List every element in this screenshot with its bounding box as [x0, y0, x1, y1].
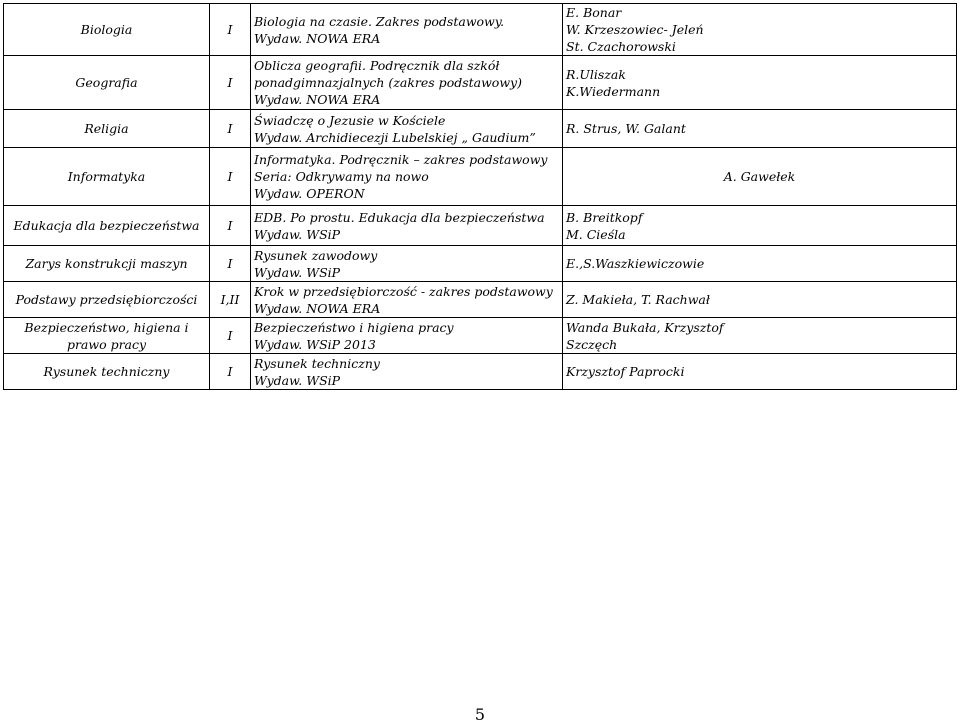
title-line: Wydaw. WSiP [254, 372, 341, 388]
title-line: ponadgimnazjalnych (zakres podstawowy) [254, 75, 522, 90]
author-line: A. Gawełek [723, 169, 796, 184]
author-line: K.Wiedermann [566, 83, 661, 99]
title-line: Wydaw. WSiP [254, 226, 341, 242]
author-line: R. Strus, W. Galant [566, 121, 686, 136]
author-line: Z. Makieła, T. Rachwał [566, 292, 710, 307]
author-line: Krzysztof Paprocki [566, 364, 685, 379]
title-cell [251, 246, 563, 282]
title-line: EDB. Po prostu. Edukacja dla bezpieczeństwa [254, 209, 545, 225]
title-line: Rysunek zawodowy [254, 247, 378, 263]
grade-cell [210, 56, 251, 110]
subject-cell [4, 318, 210, 354]
author-line: E.,S.Waszkiewiczowie [566, 256, 705, 271]
textbook-table-body [4, 4, 957, 390]
title-line: Wydaw. OPERON [254, 186, 365, 201]
grade-cell [210, 206, 251, 246]
table-row [4, 110, 957, 148]
subject-cell [4, 110, 210, 148]
authors-cell [563, 148, 957, 206]
subject-name: Podstawy przedsiębiorczości [15, 292, 198, 307]
author-line: St. Czachorowski [566, 39, 676, 54]
grade-value: I [227, 75, 233, 90]
grade-value: I [227, 22, 233, 37]
title-line: Oblicza geografii. Podręcznik dla szkół [254, 58, 500, 73]
title-cell [251, 354, 563, 390]
subject-name: Edukacja dla bezpieczeństwa [13, 218, 200, 233]
grade-cell [210, 246, 251, 282]
authors-cell [563, 110, 957, 148]
table-row [4, 206, 957, 246]
title-cell [251, 148, 563, 206]
title-line: Wydaw. Archidiecezji Lubelskiej „ Gaudium” [254, 129, 536, 145]
table-row [4, 56, 957, 110]
subject-name: Geografia [75, 75, 138, 90]
author-line: W. Krzeszowiec- Jeleń [566, 22, 704, 37]
grade-value: I [227, 256, 233, 271]
subject-cell [4, 246, 210, 282]
table-row [4, 318, 957, 354]
title-line: Wydaw. NOWA ERA [254, 92, 381, 107]
grade-value: I [227, 328, 233, 343]
table-row [4, 282, 957, 318]
subject-cell [4, 4, 210, 56]
title-line: Seria: Odkrywamy na nowo [254, 169, 429, 184]
page-number: 5 [474, 705, 486, 724]
subject-name: Religia [84, 121, 129, 136]
authors-cell [563, 354, 957, 390]
title-line: Biologia na czasie. Zakres podstawowy. [254, 13, 505, 29]
subject-cell [4, 148, 210, 206]
grade-cell [210, 110, 251, 148]
title-cell [251, 4, 563, 56]
subject-cell [4, 206, 210, 246]
grade-value: I [227, 169, 233, 184]
grade-value: I,II [220, 292, 240, 307]
grade-value: I [227, 121, 233, 136]
grade-cell [210, 282, 251, 318]
title-line: Informatyka. Podręcznik – zakres podstawowy [254, 152, 548, 167]
subject-name: Rysunek techniczny [43, 364, 170, 379]
authors-cell [563, 282, 957, 318]
title-line: Wydaw. WSiP [254, 264, 341, 280]
author-line: M. Cieśla [566, 226, 626, 242]
subject-name: Zarys konstrukcji maszyn [25, 256, 188, 271]
subject-cell [4, 282, 210, 318]
author-line: Szczęch [566, 336, 618, 352]
grade-value: I [227, 364, 233, 379]
grade-cell [210, 354, 251, 390]
title-line: Rysunek techniczny [254, 355, 380, 371]
title-line: Krok w przedsiębiorczość - zakres podstawowy [254, 283, 553, 299]
title-line: Wydaw. WSiP 2013 [254, 336, 376, 352]
title-cell [251, 206, 563, 246]
authors-cell [563, 318, 957, 354]
table-row [4, 354, 957, 390]
authors-cell [563, 4, 957, 56]
title-cell [251, 318, 563, 354]
grade-cell [210, 148, 251, 206]
textbook-table [3, 3, 957, 390]
title-line: Bezpieczeństwo i higiena pracy [254, 319, 454, 335]
grade-cell [210, 4, 251, 56]
author-line: R.Uliszak [566, 66, 626, 82]
table-row [4, 148, 957, 206]
subject-cell [4, 56, 210, 110]
table-row [4, 246, 957, 282]
subject-cell [4, 354, 210, 390]
author-line: E. Bonar [566, 5, 622, 20]
subject-name: Biologia [80, 22, 133, 37]
title-cell [251, 110, 563, 148]
author-line: B. Breitkopf [566, 209, 643, 225]
title-line: Wydaw. NOWA ERA [254, 300, 381, 316]
title-line: Świadczę o Jezusie w Kościele [254, 112, 446, 128]
title-cell [251, 282, 563, 318]
grade-value: I [227, 218, 233, 233]
authors-cell [563, 246, 957, 282]
authors-cell [563, 206, 957, 246]
subject-name: Bezpieczeństwo, higiena i prawo pracy [24, 319, 189, 352]
subject-name: Informatyka [67, 169, 146, 184]
grade-cell [210, 318, 251, 354]
title-line: Wydaw. NOWA ERA [254, 30, 381, 46]
author-line: Wanda Bukała, Krzysztof [566, 319, 724, 335]
table-row [4, 4, 957, 56]
authors-cell [563, 56, 957, 110]
title-cell [251, 56, 563, 110]
